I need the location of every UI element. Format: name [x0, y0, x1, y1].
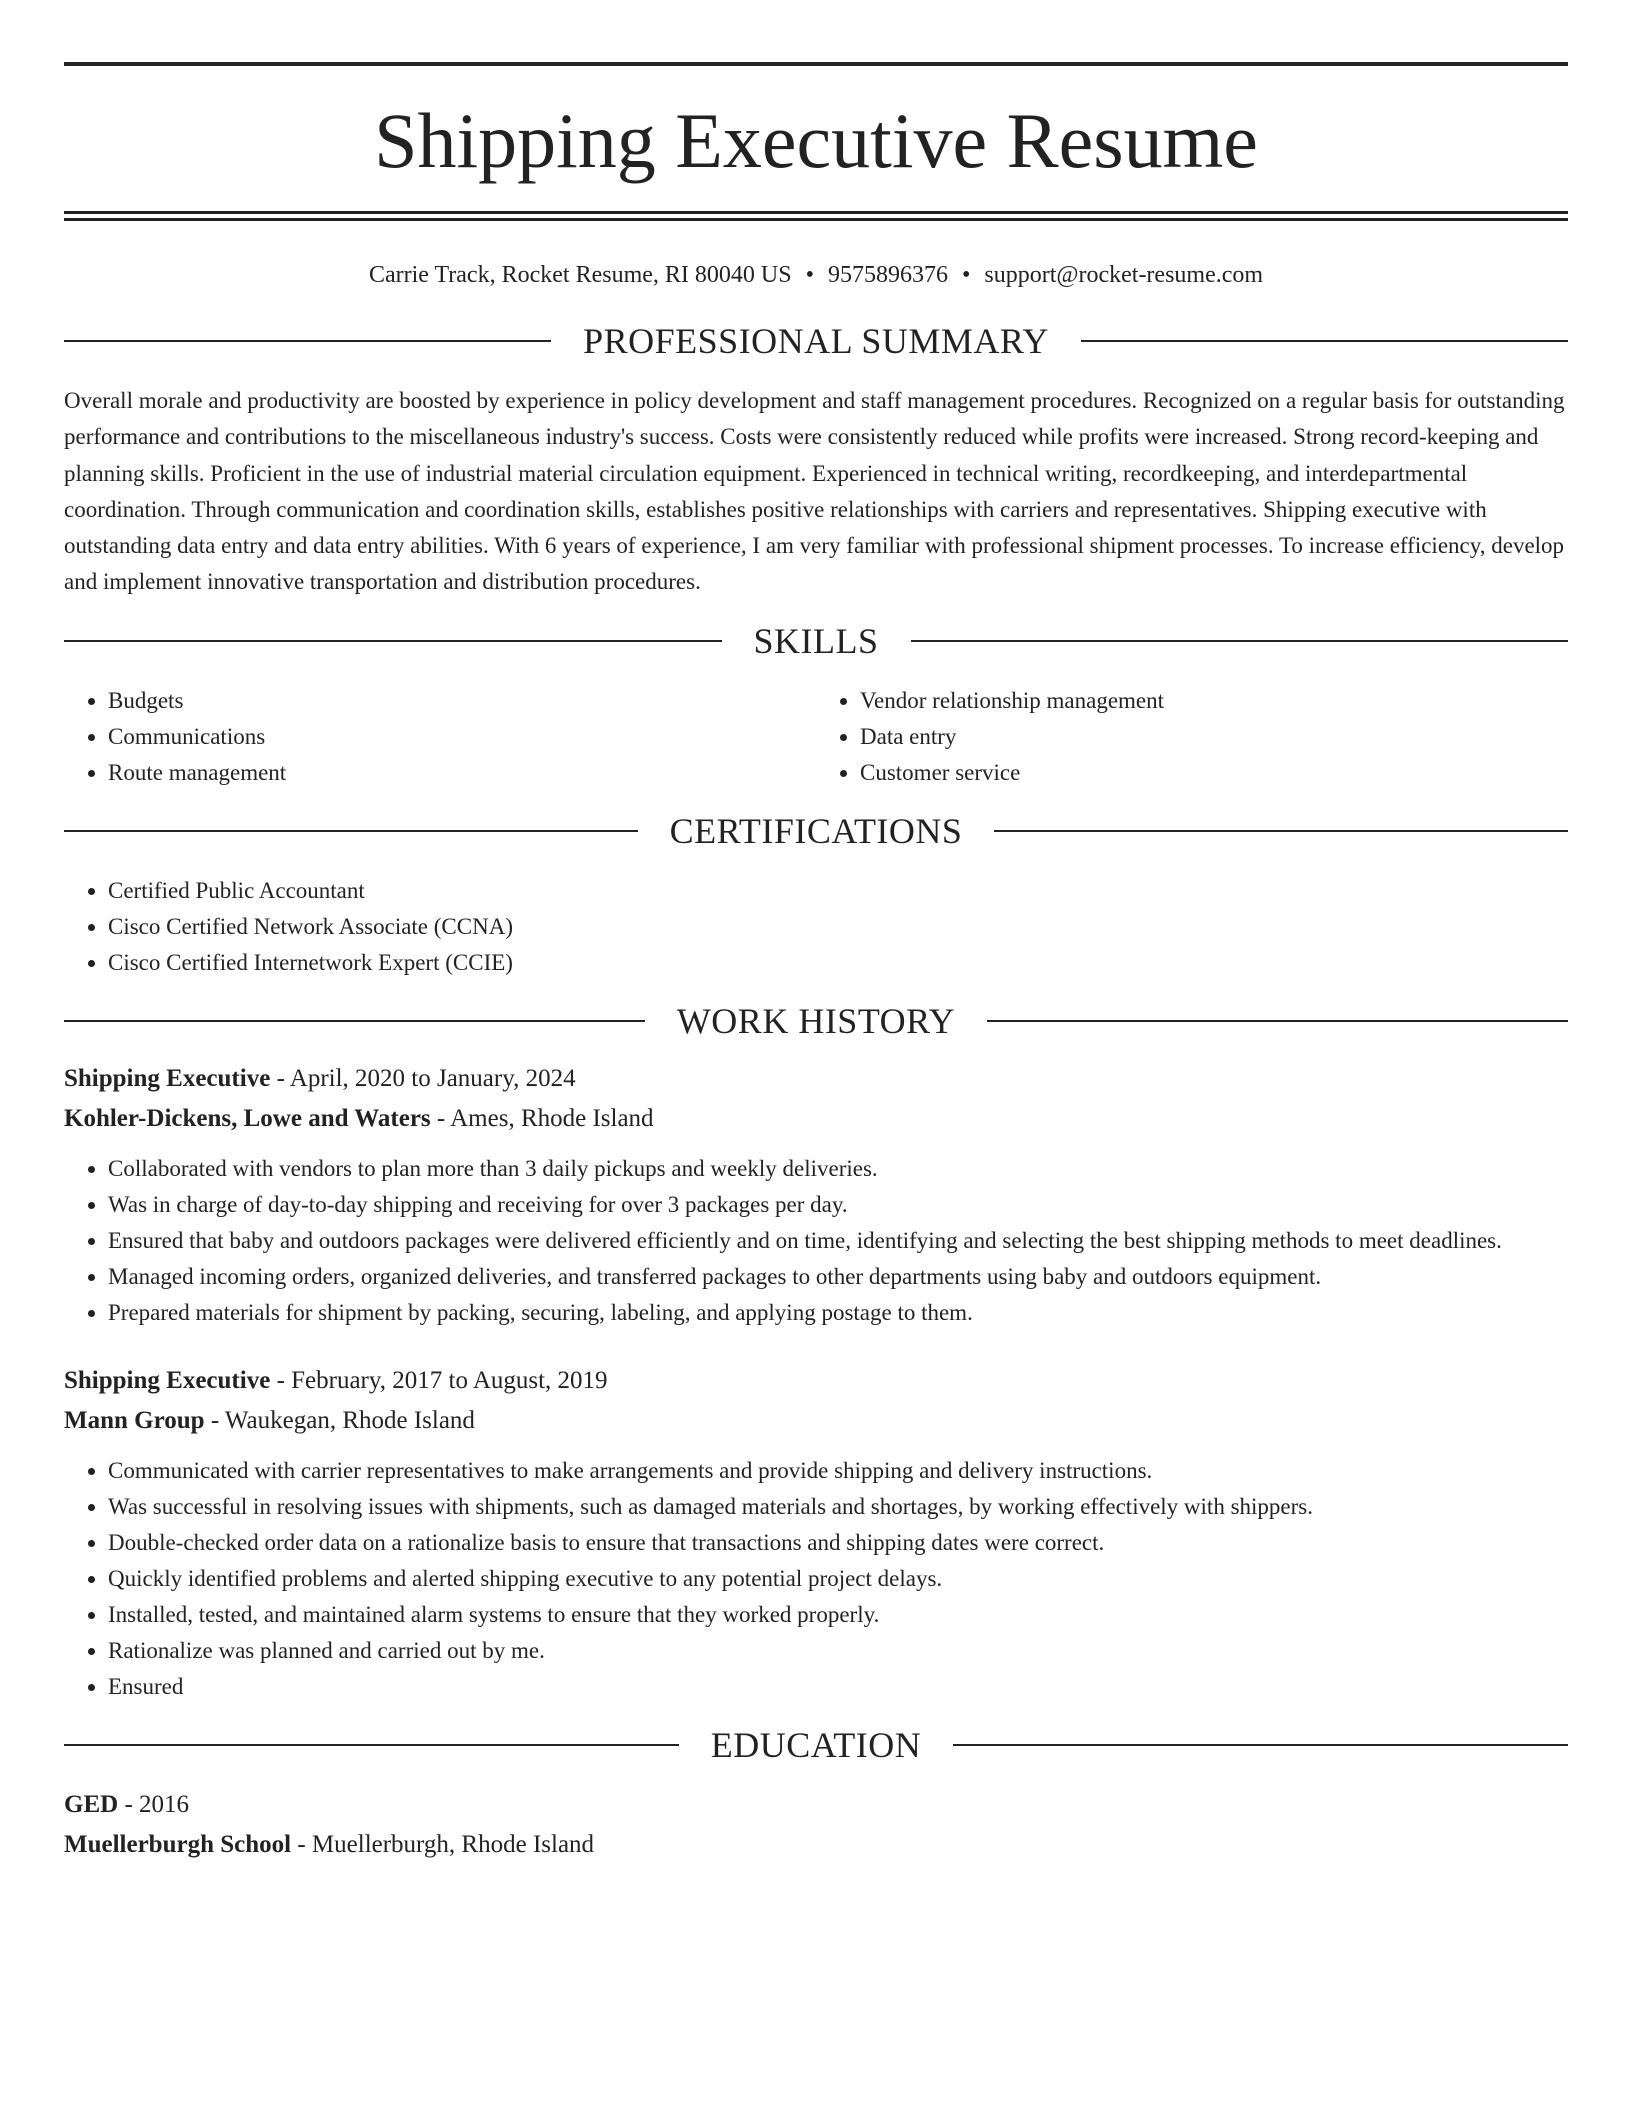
summary-heading: PROFESSIONAL SUMMARY: [583, 321, 1049, 361]
job-location: - Ames, Rhode Island: [430, 1104, 654, 1132]
skills-left-list: [64, 683, 816, 791]
contact-email: support@rocket-resume.com: [984, 262, 1264, 288]
education-entry: [64, 1785, 1568, 1865]
job-location: - Waukegan, Rhode Island: [204, 1406, 475, 1434]
skills-heading: SKILLS: [753, 620, 879, 661]
summary-text: Overall morale and productivity are boosted by experience in policy development and staff management procedures. Recognized on a regular basis for outstanding performance and contributions to the miscellaneous industry's success. Costs were consistently reduced while profits were increased. Strong record-keeping and planning skills. Proficient in the use of industrial material circulation equipment. Experienced in technical writing, recordkeeping, and interdepartmental coordination. Through communication and coordination skills, establishes positive relationships with carriers and representatives. Shipping executive with outstanding data entry and data entry abilities. With 6 years of experience, I am very familiar with professional shipment processes. To increase efficiency, develop and implement innovative transportation and distribution procedures.: [64, 388, 1565, 595]
resume-title: Shipping Executive Resume: [374, 97, 1258, 184]
work-heading: WORK HISTORY: [676, 1000, 956, 1041]
skills-right-list: [816, 683, 1568, 791]
divider-line: [987, 1020, 1568, 1022]
job-title-line: [64, 1361, 1568, 1401]
job-bullet: • Managed incoming orders, organized deliveries, and transferred packages to other departments using baby and outdoors equipment.: [108, 1259, 1568, 1295]
work-section-header: [64, 1000, 1568, 1041]
summary-section-header: [64, 323, 1568, 359]
job-company: Kohler-Dickens, Lowe and Waters: [64, 1104, 431, 1132]
certification-item: • Cisco Certified Internetwork Expert (CCIE): [108, 945, 1568, 981]
divider-line: [64, 640, 722, 642]
title-double-rule: [64, 211, 1568, 221]
job-bullet: • Rationalize was planned and carried out by me.: [108, 1633, 1568, 1669]
job-bullet: • Prepared materials for shipment by packing, securing, labeling, and applying postage to them.: [108, 1295, 1568, 1331]
divider-line: [994, 830, 1568, 832]
contact-separator: •: [961, 262, 971, 288]
divider-line: [64, 1744, 679, 1746]
job-bullet: • Was successful in resolving issues with shipments, such as damaged materials and shortages, by working effectively with shippers.: [108, 1489, 1568, 1525]
job-bullet: • Collaborated with vendors to plan more than 3 daily pickups and weekly deliveries.: [108, 1151, 1568, 1187]
education-degree: GED: [64, 1790, 119, 1818]
skills-section-header: [64, 620, 1568, 661]
contact-phone: 9575896376: [827, 262, 948, 288]
resume-content: [64, 62, 1568, 1865]
skill-item: • Vendor relationship management: [860, 683, 1568, 719]
certifications-section-header: [64, 810, 1568, 851]
education-location: - Muellerburgh, Rhode Island: [291, 1830, 595, 1858]
skill-item: • Budgets: [108, 683, 816, 719]
job-bullets: [64, 1151, 1568, 1331]
job-title: Shipping Executive: [64, 1366, 271, 1394]
job-title: Shipping Executive: [64, 1064, 271, 1092]
job-bullets: [64, 1453, 1568, 1705]
job-bullet: • Quickly identified problems and alerted shipping executive to any potential project delays.: [108, 1561, 1568, 1597]
certification-item: • Certified Public Accountant: [108, 873, 1568, 909]
skill-item: • Data entry: [860, 719, 1568, 755]
education-year: - 2016: [118, 1790, 190, 1818]
job-title-line: [64, 1059, 1568, 1099]
job-entry: [64, 1059, 1568, 1331]
education-school-line: [64, 1825, 1568, 1865]
education-heading: EDUCATION: [710, 1724, 922, 1765]
job-bullet: • Was in charge of day-to-day shipping and receiving for over 3 packages per day.: [108, 1187, 1568, 1223]
skill-item: • Route management: [108, 755, 816, 791]
contact-address: Carrie Track, Rocket Resume, RI 80040 US: [368, 262, 792, 288]
job-dates: - February, 2017 to August, 2019: [270, 1366, 608, 1394]
job-company: Mann Group: [64, 1406, 205, 1434]
job-company-line: [64, 1099, 1568, 1139]
divider-line: [64, 340, 551, 342]
divider-line: [64, 1020, 645, 1022]
job-bullet: • Ensured that baby and outdoors packages were delivered efficiently and on time, identifying and selecting the best shipping methods to meet deadlines.: [108, 1223, 1568, 1259]
skill-item: • Customer service: [860, 755, 1568, 791]
education-school: Muellerburgh School: [64, 1830, 292, 1858]
job-bullet: • Communicated with carrier representatives to make arrangements and provide shipping and delivery instructions.: [108, 1453, 1568, 1489]
divider-line: [953, 1744, 1568, 1746]
job-entry: [64, 1361, 1568, 1705]
divider-line: [1081, 340, 1568, 342]
job-bullet: • Ensured: [108, 1669, 1568, 1705]
divider-line: [64, 830, 638, 832]
contact-separator: •: [805, 262, 814, 288]
education-section-header: [64, 1724, 1568, 1765]
job-bullet: • Double-checked order data on a rationalize basis to ensure that transactions and shipping dates were correct.: [108, 1525, 1568, 1561]
certification-item: • Cisco Certified Network Associate (CCNA): [108, 909, 1568, 945]
certifications-list: [64, 873, 1568, 981]
contact-line: [64, 263, 1568, 287]
job-dates: - April, 2020 to January, 2024: [270, 1064, 576, 1092]
skill-item: • Communications: [108, 719, 816, 755]
education-degree-line: [64, 1785, 1568, 1825]
job-bullet: • Installed, tested, and maintained alarm systems to ensure that they worked properly.: [108, 1597, 1568, 1633]
skills-grid: [64, 683, 1568, 791]
certifications-heading: CERTIFICATIONS: [669, 810, 963, 851]
divider-line: [911, 640, 1569, 642]
job-company-line: [64, 1401, 1568, 1441]
